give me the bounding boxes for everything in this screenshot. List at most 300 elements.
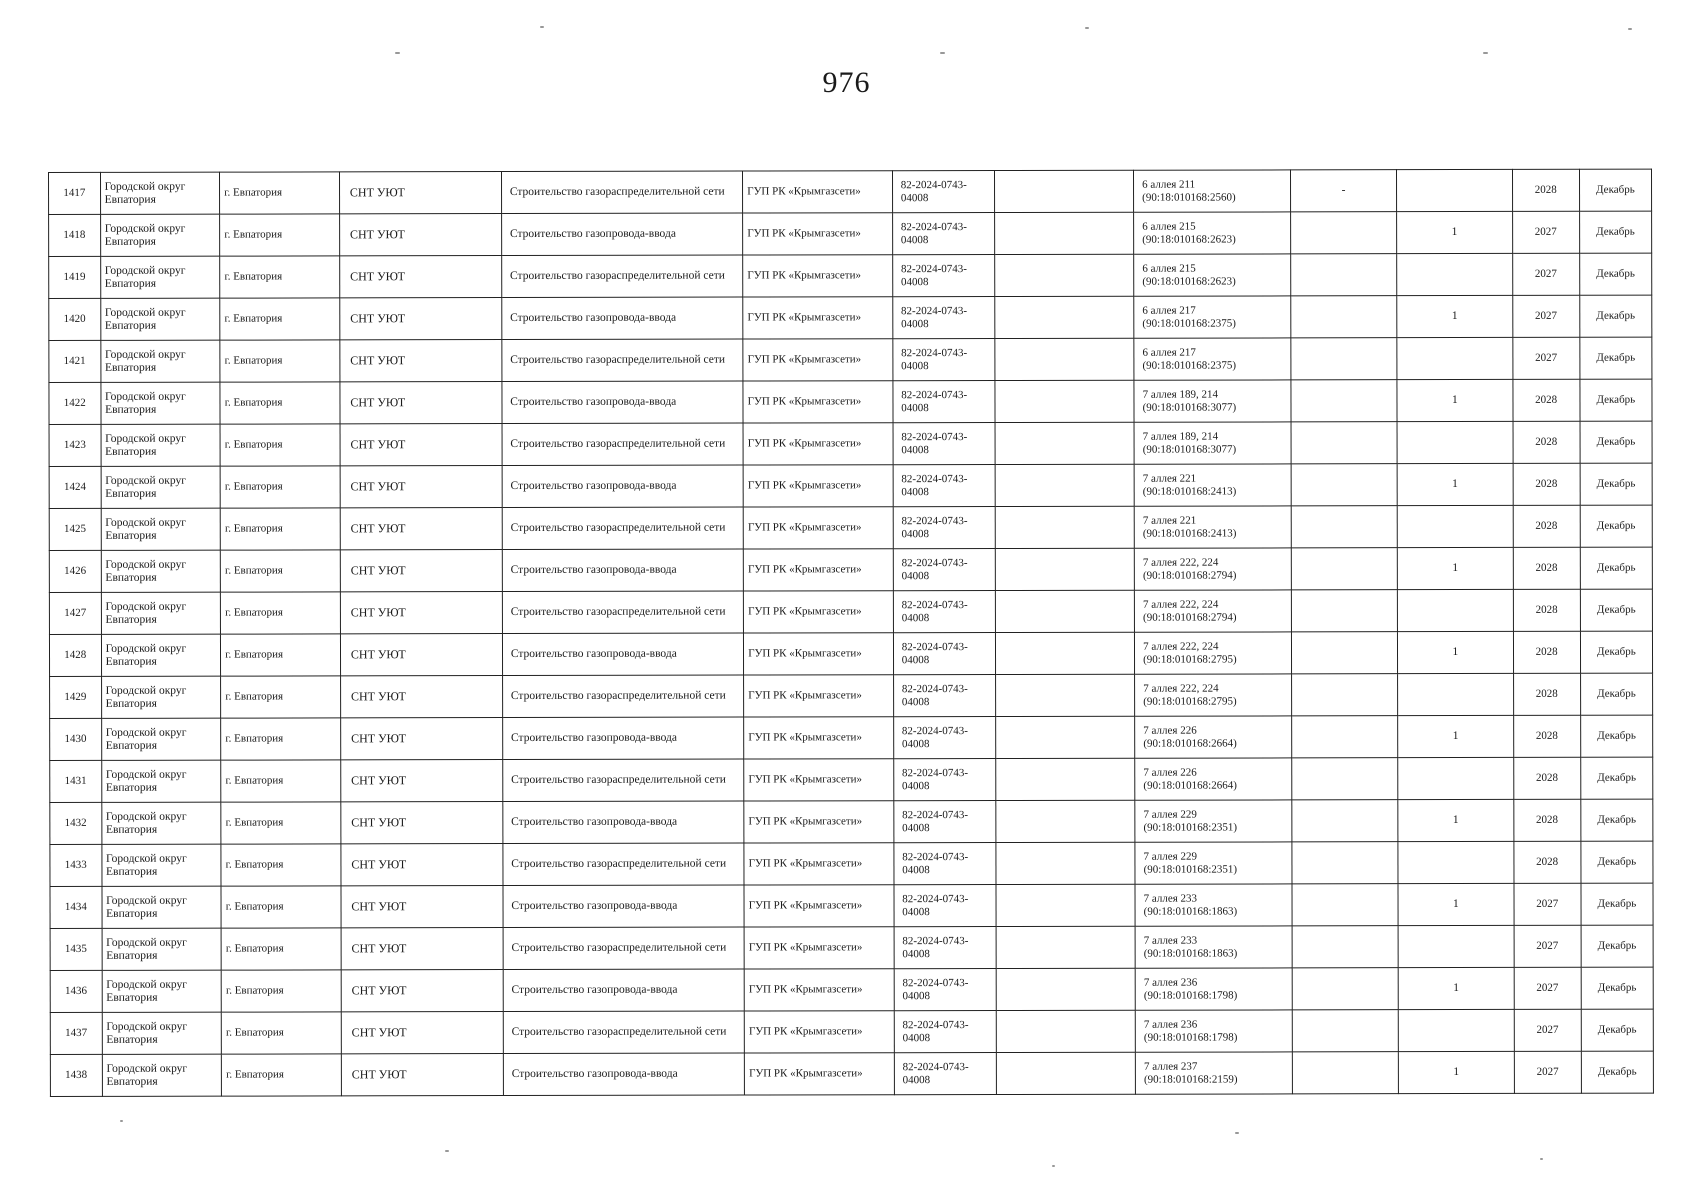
year-cell: 2028	[1513, 715, 1580, 757]
settlement-cell: г. Евпатория	[221, 760, 341, 802]
table-row	[50, 673, 1653, 718]
address-cell: 7 аллея 233 (90:18:010168:1863)	[1135, 926, 1292, 968]
note-cell	[1292, 716, 1398, 758]
note-cell	[1292, 968, 1398, 1010]
empty-cell	[994, 212, 1133, 254]
note-cell: -	[1290, 170, 1396, 212]
work-type-cell: Строительство газораспределительной сети	[502, 591, 743, 634]
settlement-cell: г. Евпатория	[221, 802, 341, 844]
scan-speck	[120, 1120, 123, 1122]
count-cell: 1	[1397, 211, 1513, 253]
settlement-cell: г. Евпатория	[221, 844, 341, 886]
empty-cell	[995, 380, 1134, 422]
count-cell: 1	[1398, 715, 1514, 757]
month-cell: Декабрь	[1580, 505, 1652, 547]
month-cell: Декабрь	[1580, 715, 1652, 757]
row-number-cell: 1425	[49, 508, 101, 550]
row-number-cell: 1424	[49, 466, 101, 508]
count-cell	[1397, 253, 1513, 295]
settlement-cell: г. Евпатория	[221, 718, 341, 760]
organization-cell: СНТ УЮТ	[340, 508, 502, 550]
settlement-cell: г. Евпатория	[222, 1054, 342, 1096]
district-cell: Городской округ Евпатория	[102, 886, 222, 928]
year-cell: 2028	[1513, 799, 1580, 841]
address-cell: 7 аллея 229 (90:18:010168:2351)	[1135, 842, 1292, 884]
month-cell: Декабрь	[1580, 421, 1652, 463]
year-cell: 2027	[1512, 253, 1579, 295]
row-number-cell: 1437	[50, 1012, 102, 1054]
year-cell: 2027	[1514, 1009, 1581, 1051]
operator-cell: ГУП РК «Крымгазсети»	[744, 1011, 894, 1053]
organization-cell: СНТ УЮТ	[341, 928, 503, 970]
operator-cell: ГУП РК «Крымгазсети»	[743, 339, 893, 381]
program-code-cell: 82-2024-0743-04008	[893, 717, 995, 759]
program-code-cell: 82-2024-0743-04008	[893, 549, 995, 591]
row-number-cell: 1417	[49, 172, 101, 214]
district-cell: Городской округ Евпатория	[100, 172, 220, 214]
scan-speck	[1235, 1132, 1239, 1134]
settlement-cell: г. Евпатория	[221, 592, 341, 634]
work-type-cell: Строительство газораспределительной сети	[502, 423, 743, 466]
note-cell	[1291, 506, 1397, 548]
program-code-cell: 82-2024-0743-04008	[894, 801, 996, 843]
work-type-cell: Строительство газопровода-ввода	[502, 549, 743, 592]
district-cell: Городской округ Евпатория	[101, 466, 221, 508]
count-cell	[1398, 1009, 1514, 1051]
organization-cell: СНТ УЮТ	[340, 256, 502, 298]
organization-cell: СНТ УЮТ	[340, 676, 502, 718]
district-cell: Городской округ Евпатория	[102, 928, 222, 970]
page-number: 976	[822, 66, 871, 99]
work-type-cell: Строительство газопровода-ввода	[503, 801, 744, 844]
address-cell: 7 аллея 222, 224 (90:18:010168:2795)	[1135, 632, 1292, 674]
settlement-cell: г. Евпатория	[221, 970, 341, 1012]
settlement-cell: г. Евпатория	[221, 928, 341, 970]
month-cell: Декабрь	[1581, 1009, 1653, 1051]
table-row	[50, 799, 1653, 844]
year-cell: 2028	[1513, 463, 1580, 505]
empty-cell	[994, 170, 1133, 212]
operator-cell: ГУП РК «Крымгазсети»	[744, 633, 894, 675]
year-cell: 2028	[1512, 169, 1579, 211]
organization-cell: СНТ УЮТ	[340, 592, 502, 634]
row-number-cell: 1434	[50, 886, 102, 928]
operator-cell: ГУП РК «Крымгазсети»	[744, 927, 894, 969]
work-type-cell: Строительство газопровода-ввода	[502, 297, 743, 340]
table-row	[49, 547, 1652, 592]
row-number-cell: 1433	[50, 844, 102, 886]
operator-cell: ГУП РК «Крымгазсети»	[743, 381, 893, 423]
empty-cell	[995, 464, 1134, 506]
operator-cell: ГУП РК «Крымгазсети»	[744, 759, 894, 801]
settlement-cell: г. Евпатория	[221, 1012, 341, 1054]
address-cell: 7 аллея 236 (90:18:010168:1798)	[1135, 1010, 1292, 1052]
month-cell: Декабрь	[1580, 589, 1652, 631]
work-type-cell: Строительство газораспределительной сети	[503, 927, 744, 970]
empty-cell	[995, 590, 1134, 632]
count-cell	[1398, 589, 1514, 631]
district-cell: Городской округ Евпатория	[101, 382, 221, 424]
empty-cell	[995, 506, 1134, 548]
organization-cell: СНТ УЮТ	[340, 550, 502, 592]
year-cell: 2028	[1513, 505, 1580, 547]
row-number-cell: 1438	[50, 1054, 102, 1096]
empty-cell	[995, 632, 1134, 674]
row-number-cell: 1427	[49, 592, 101, 634]
address-cell: 7 аллея 226 (90:18:010168:2664)	[1135, 716, 1292, 758]
organization-cell: СНТ УЮТ	[341, 886, 503, 928]
year-cell: 2028	[1513, 421, 1580, 463]
program-code-cell: 82-2024-0743-04008	[893, 591, 995, 633]
organization-cell: СНТ УЮТ	[341, 760, 503, 802]
organization-cell: СНТ УЮТ	[340, 466, 502, 508]
count-cell	[1398, 757, 1514, 799]
note-cell	[1291, 548, 1397, 590]
count-cell: 1	[1398, 631, 1514, 673]
month-cell: Декабрь	[1580, 463, 1652, 505]
empty-cell	[996, 1052, 1135, 1094]
address-cell: 7 аллея 236 (90:18:010168:1798)	[1135, 968, 1292, 1010]
work-type-cell: Строительство газораспределительной сети	[502, 507, 743, 550]
district-cell: Городской округ Евпатория	[101, 508, 221, 550]
address-cell: 7 аллея 189, 214 (90:18:010168:3077)	[1134, 380, 1291, 422]
month-cell: Декабрь	[1580, 337, 1652, 379]
district-cell: Городской округ Евпатория	[102, 1012, 222, 1054]
program-code-cell: 82-2024-0743-04008	[893, 297, 995, 339]
settlement-cell: г. Евпатория	[221, 634, 341, 676]
row-number-cell: 1430	[50, 718, 102, 760]
district-cell: Городской округ Евпатория	[101, 592, 221, 634]
settlement-cell: г. Евпатория	[220, 340, 340, 382]
work-type-cell: Строительство газопровода-ввода	[502, 633, 743, 676]
program-code-cell: 82-2024-0743-04008	[893, 423, 995, 465]
year-cell: 2027	[1512, 295, 1579, 337]
year-cell: 2027	[1514, 967, 1581, 1009]
count-cell: 1	[1397, 547, 1513, 589]
operator-cell: ГУП РК «Крымгазсети»	[744, 717, 894, 759]
scan-speck	[1085, 27, 1089, 29]
year-cell: 2027	[1514, 883, 1581, 925]
work-type-cell: Строительство газопровода-ввода	[502, 381, 743, 424]
address-cell: 6 аллея 217 (90:18:010168:2375)	[1134, 296, 1291, 338]
program-code-cell: 82-2024-0743-04008	[892, 171, 994, 213]
address-cell: 6 аллея 211 (90:18:010168:2560)	[1134, 170, 1291, 212]
row-number-cell: 1418	[49, 214, 101, 256]
address-cell: 7 аллея 237 (90:18:010168:2159)	[1135, 1052, 1292, 1094]
month-cell: Декабрь	[1581, 883, 1653, 925]
organization-cell: СНТ УЮТ	[341, 970, 503, 1012]
program-code-cell: 82-2024-0743-04008	[894, 885, 996, 927]
scan-speck	[1483, 52, 1488, 54]
month-cell: Декабрь	[1581, 841, 1653, 883]
year-cell: 2028	[1513, 547, 1580, 589]
count-cell	[1398, 841, 1514, 883]
organization-cell: СНТ УЮТ	[341, 802, 503, 844]
organization-cell: СНТ УЮТ	[341, 1054, 503, 1096]
row-number-cell: 1423	[49, 424, 101, 466]
count-cell	[1397, 421, 1513, 463]
count-cell	[1397, 505, 1513, 547]
address-cell: 6 аллея 215 (90:18:010168:2623)	[1134, 212, 1291, 254]
empty-cell	[995, 338, 1134, 380]
note-cell	[1292, 926, 1398, 968]
address-cell: 7 аллея 226 (90:18:010168:2664)	[1135, 758, 1292, 800]
empty-cell	[995, 254, 1134, 296]
program-code-cell: 82-2024-0743-04008	[894, 1053, 996, 1095]
table-row	[49, 211, 1652, 256]
district-cell: Городской округ Евпатория	[100, 256, 220, 298]
settlement-cell: г. Евпатория	[220, 466, 340, 508]
month-cell: Декабрь	[1580, 673, 1652, 715]
table-row	[50, 757, 1653, 802]
scan-speck	[940, 52, 945, 54]
operator-cell: ГУП РК «Крымгазсети»	[744, 969, 894, 1011]
program-code-cell: 82-2024-0743-04008	[893, 759, 995, 801]
operator-cell: ГУП РК «Крымгазсети»	[743, 423, 893, 465]
month-cell: Декабрь	[1580, 631, 1652, 673]
month-cell: Декабрь	[1579, 295, 1651, 337]
note-cell	[1291, 254, 1397, 296]
work-type-cell: Строительство газопровода-ввода	[501, 213, 742, 256]
settlement-cell: г. Евпатория	[221, 886, 341, 928]
table-row	[50, 715, 1653, 760]
address-cell: 7 аллея 189, 214 (90:18:010168:3077)	[1134, 422, 1291, 464]
empty-cell	[996, 842, 1135, 884]
organization-cell: СНТ УЮТ	[340, 298, 502, 340]
organization-cell: СНТ УЮТ	[341, 718, 503, 760]
month-cell: Декабрь	[1581, 1051, 1653, 1093]
table-row	[49, 463, 1652, 508]
row-number-cell: 1435	[50, 928, 102, 970]
settlement-cell: г. Евпатория	[220, 508, 340, 550]
settlement-cell: г. Евпатория	[220, 424, 340, 466]
table-row	[49, 631, 1652, 676]
settlement-cell: г. Евпатория	[220, 214, 340, 256]
operator-cell: ГУП РК «Крымгазсети»	[744, 843, 894, 885]
table-row	[50, 967, 1653, 1012]
note-cell	[1291, 380, 1397, 422]
year-cell: 2028	[1513, 757, 1580, 799]
work-type-cell: Строительство газопровода-ввода	[503, 969, 744, 1012]
work-type-cell: Строительство газораспределительной сети	[502, 339, 743, 382]
row-number-cell: 1426	[49, 550, 101, 592]
month-cell: Декабрь	[1580, 379, 1652, 421]
district-cell: Городской округ Евпатория	[100, 214, 220, 256]
note-cell	[1291, 464, 1397, 506]
program-code-cell: 82-2024-0743-04008	[894, 927, 996, 969]
address-cell: 6 аллея 217 (90:18:010168:2375)	[1134, 338, 1291, 380]
program-code-cell: 82-2024-0743-04008	[893, 507, 995, 549]
note-cell	[1292, 884, 1398, 926]
operator-cell: ГУП РК «Крымгазсети»	[743, 297, 893, 339]
program-code-cell: 82-2024-0743-04008	[892, 213, 994, 255]
program-code-cell: 82-2024-0743-04008	[893, 675, 995, 717]
year-cell: 2027	[1513, 337, 1580, 379]
organization-cell: СНТ УЮТ	[341, 844, 503, 886]
address-cell: 7 аллея 222, 224 (90:18:010168:2794)	[1134, 548, 1291, 590]
organization-cell: СНТ УЮТ	[341, 1012, 503, 1054]
work-type-cell: Строительство газораспределительной сети	[503, 843, 744, 886]
table-row	[49, 589, 1652, 634]
program-code-cell: 82-2024-0743-04008	[894, 1011, 996, 1053]
month-cell: Декабрь	[1581, 925, 1653, 967]
district-cell: Городской округ Евпатория	[100, 340, 220, 382]
row-number-cell: 1432	[50, 802, 102, 844]
district-cell: Городской округ Евпатория	[101, 760, 221, 802]
row-number-cell: 1436	[50, 970, 102, 1012]
count-cell: 1	[1398, 883, 1514, 925]
table-row	[49, 253, 1652, 298]
program-code-cell: 82-2024-0743-04008	[892, 255, 994, 297]
gasification-table	[48, 169, 1654, 1097]
operator-cell: ГУП РК «Крымгазсети»	[743, 465, 893, 507]
empty-cell	[995, 296, 1134, 338]
row-number-cell: 1419	[49, 256, 101, 298]
settlement-cell: г. Евпатория	[221, 550, 341, 592]
district-cell: Городской округ Евпатория	[102, 970, 222, 1012]
table-row	[49, 337, 1652, 382]
table-row	[50, 841, 1653, 886]
year-cell: 2027	[1514, 1051, 1581, 1093]
scan-speck	[1052, 1165, 1055, 1167]
empty-cell	[996, 1010, 1135, 1052]
work-type-cell: Строительство газораспределительной сети	[501, 171, 742, 214]
row-number-cell: 1421	[49, 340, 101, 382]
note-cell	[1290, 212, 1396, 254]
work-type-cell: Строительство газораспределительной сети	[503, 1011, 744, 1054]
operator-cell: ГУП РК «Крымгазсети»	[743, 507, 893, 549]
month-cell: Декабрь	[1579, 169, 1651, 211]
work-type-cell: Строительство газопровода-ввода	[503, 885, 744, 928]
address-cell: 7 аллея 222, 224 (90:18:010168:2795)	[1135, 674, 1292, 716]
empty-cell	[996, 968, 1135, 1010]
address-cell: 6 аллея 215 (90:18:010168:2623)	[1134, 254, 1291, 296]
settlement-cell: г. Евпатория	[221, 676, 341, 718]
note-cell	[1291, 674, 1397, 716]
empty-cell	[995, 422, 1134, 464]
organization-cell: СНТ УЮТ	[339, 214, 501, 256]
note-cell	[1291, 296, 1397, 338]
address-cell: 7 аллея 221 (90:18:010168:2413)	[1134, 464, 1291, 506]
table-row	[49, 169, 1652, 214]
settlement-cell: г. Евпатория	[220, 256, 340, 298]
year-cell: 2028	[1513, 631, 1580, 673]
note-cell	[1292, 1052, 1398, 1094]
note-cell	[1292, 800, 1398, 842]
note-cell	[1292, 758, 1398, 800]
work-type-cell: Строительство газопровода-ввода	[502, 465, 743, 508]
table-row	[50, 925, 1653, 970]
note-cell	[1291, 632, 1397, 674]
note-cell	[1291, 590, 1397, 632]
year-cell: 2028	[1513, 589, 1580, 631]
district-cell: Городской округ Евпатория	[101, 634, 221, 676]
district-cell: Городской округ Евпатория	[101, 424, 221, 466]
scan-speck	[540, 26, 544, 28]
work-type-cell: Строительство газораспределительной сети	[503, 759, 744, 802]
empty-cell	[996, 716, 1135, 758]
operator-cell: ГУП РК «Крымгазсети»	[743, 549, 893, 591]
count-cell: 1	[1398, 799, 1514, 841]
count-cell: 1	[1398, 967, 1514, 1009]
count-cell	[1397, 169, 1513, 211]
empty-cell	[996, 800, 1135, 842]
district-cell: Городской округ Евпатория	[101, 676, 221, 718]
empty-cell	[995, 674, 1134, 716]
program-code-cell: 82-2024-0743-04008	[893, 381, 995, 423]
organization-cell: СНТ УЮТ	[340, 340, 502, 382]
organization-cell: СНТ УЮТ	[340, 634, 502, 676]
table-row	[49, 295, 1652, 340]
settlement-cell: г. Евпатория	[220, 382, 340, 424]
note-cell	[1291, 422, 1397, 464]
empty-cell	[995, 548, 1134, 590]
year-cell: 2027	[1512, 211, 1579, 253]
month-cell: Декабрь	[1579, 211, 1651, 253]
address-cell: 7 аллея 221 (90:18:010168:2413)	[1134, 506, 1291, 548]
count-cell: 1	[1398, 1051, 1514, 1093]
empty-cell	[996, 758, 1135, 800]
district-cell: Городской округ Евпатория	[102, 1054, 222, 1096]
table-row	[50, 1009, 1653, 1054]
scan-speck	[1628, 28, 1632, 30]
count-cell: 1	[1397, 379, 1513, 421]
settlement-cell: г. Евпатория	[220, 172, 340, 214]
district-cell: Городской округ Евпатория	[101, 802, 221, 844]
organization-cell: СНТ УЮТ	[340, 424, 502, 466]
note-cell	[1292, 1010, 1398, 1052]
count-cell	[1398, 925, 1514, 967]
operator-cell: ГУП РК «Крымгазсети»	[743, 255, 893, 297]
work-type-cell: Строительство газопровода-ввода	[502, 717, 743, 760]
program-code-cell: 82-2024-0743-04008	[893, 465, 995, 507]
address-cell: 7 аллея 233 (90:18:010168:1863)	[1135, 884, 1292, 926]
count-cell	[1397, 337, 1513, 379]
table-row	[49, 379, 1652, 424]
work-type-cell: Строительство газораспределительной сети	[502, 675, 743, 718]
month-cell: Декабрь	[1580, 547, 1652, 589]
program-code-cell: 82-2024-0743-04008	[894, 969, 996, 1011]
operator-cell: ГУП РК «Крымгазсети»	[743, 213, 893, 255]
work-type-cell: Строительство газопровода-ввода	[503, 1053, 744, 1096]
address-cell: 7 аллея 222, 224 (90:18:010168:2794)	[1134, 590, 1291, 632]
year-cell: 2028	[1513, 673, 1580, 715]
count-cell: 1	[1397, 295, 1513, 337]
address-cell: 7 аллея 229 (90:18:010168:2351)	[1135, 800, 1292, 842]
operator-cell: ГУП РК «Крымгазсети»	[743, 171, 893, 213]
month-cell: Декабрь	[1581, 799, 1653, 841]
count-cell	[1398, 673, 1514, 715]
district-cell: Городской округ Евпатория	[100, 298, 220, 340]
note-cell	[1291, 338, 1397, 380]
note-cell	[1292, 842, 1398, 884]
row-number-cell: 1420	[49, 298, 101, 340]
operator-cell: ГУП РК «Крымгазсети»	[745, 1053, 895, 1095]
program-code-cell: 82-2024-0743-04008	[894, 843, 996, 885]
organization-cell: СНТ УЮТ	[340, 382, 502, 424]
operator-cell: ГУП РК «Крымгазсети»	[744, 675, 894, 717]
district-cell: Городской округ Евпатория	[101, 550, 221, 592]
year-cell: 2028	[1514, 841, 1581, 883]
scan-speck	[445, 1150, 449, 1152]
program-code-cell: 82-2024-0743-04008	[893, 339, 995, 381]
scan-speck	[1540, 1158, 1543, 1160]
empty-cell	[996, 926, 1135, 968]
table-row	[50, 883, 1653, 928]
row-number-cell: 1429	[50, 676, 102, 718]
table-row	[49, 421, 1652, 466]
settlement-cell: г. Евпатория	[220, 298, 340, 340]
